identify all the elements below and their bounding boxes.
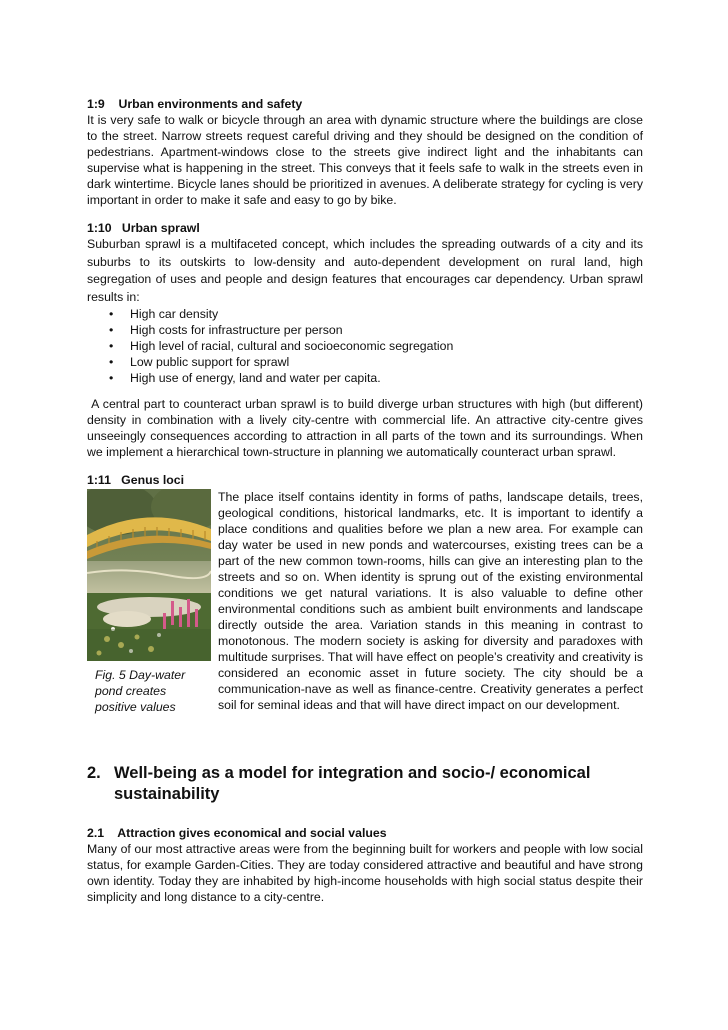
document-page [87, 96, 647, 905]
section-body-1-10: Suburban sprawl is a multifaceted concept, which includes the spreading outwards of a city and its suburbs to its outskirts to low-density and auto-dependent development on rural land, high segregation of uses and people and design features that encourages car dependency. Urban sprawl results in: [87, 237, 643, 304]
list-item: • High car density [109, 307, 219, 321]
list-item: • High use of energy, land and water per capita. [109, 371, 381, 385]
section-body-1-11: The place itself contains identity in forms of paths, landscape details, trees, geological conditions, historical landmarks, etc. It is important to identify a place conditions and qualities before we plan a new area. For example can day water be used in new ponds and watercourses, existing trees can be a part of the new common town-rooms, hills can give an interesting plan to the streets and so on. When identity is sprung out of the existing environmental conditions we get natural variations. It is also valuable to define other environmental conditions such as ambient built environments and landscape directly outside the area. Variation stands in this meaning in contrast to monotonous. The modern society is asking for diversity and paradoxes with multitude surprises. That will have effect on people’s creativity and creativity is considered an economic asset in future society. The city should be a communication-nave as well as finance-centre. Creativity generates a perfect soil for seminal ideas and that will have direct impact on our development. [218, 490, 643, 712]
bullet-icon: • [109, 307, 114, 321]
section-body-1-9: It is very safe to walk or bicycle through an area with dynamic structure where the buildings are close to the street. Narrow streets request careful driving and they should be designed on the condition of pedestrians. Apartment-windows close to the streets give indirect light and the inhabitants can supervise what is happening in the street. This conveys that it feels safe to walk in the streets even in dark wintertime. Bicycle lanes should be prioritized in avenues. A deliberate strategy for cycling is very important in order to make it safe and easy to go by bike. [87, 113, 643, 207]
bullet-icon: • [109, 323, 114, 337]
list-item: • High level of racial, cultural and socioeconomic segregation [109, 339, 454, 353]
section-heading-1-9: 1:9 Urban environments and safety [87, 97, 303, 111]
pond-photo-image [87, 489, 211, 661]
bullet-icon: • [109, 355, 114, 369]
figure-caption: Fig. 5 Day-water pond creates positive values [95, 668, 186, 714]
bullet-icon: • [109, 371, 114, 385]
section-body-1-10-continued: A central part to counteract urban sprawl is to build diverge urban structures with high (but different) density in combination with a lively city-centre with commercial life. An attractive city-centre gives unseeingly consequences according to attraction in all parts of the town and its surroundings. When we implement a hierarchical town-structure in planning we automatically counteract urban sprawl. [87, 397, 647, 459]
section-heading-2-1: 2.1 Attraction gives economical and social values [87, 826, 387, 840]
list-item: • High costs for infrastructure per person [109, 323, 343, 337]
list-item: • Low public support for sprawl [109, 355, 290, 369]
bullet-icon: • [109, 339, 114, 353]
figure-block [87, 489, 643, 751]
section-body-2-1: Many of our most attractive areas were from the beginning built for workers and people with low social status, for example Garden-Cities. They are today considered attractive and beautiful and have strong own identity. Today they are inhabited by high-income households with high social status despite their simplicity and long distance to a city-centre. [87, 842, 643, 904]
chapter-number: 2. [87, 764, 101, 782]
section-heading-1-11: 1:11 Genus loci [87, 473, 185, 487]
chapter-title: Well-being as a model for integration and socio-/ economical sustainability [114, 764, 591, 803]
bullet-list [87, 306, 643, 386]
figure-photo [87, 489, 211, 661]
section-heading-1-10: 1:10 Urban sprawl [87, 221, 200, 235]
chapter-heading [87, 763, 643, 805]
